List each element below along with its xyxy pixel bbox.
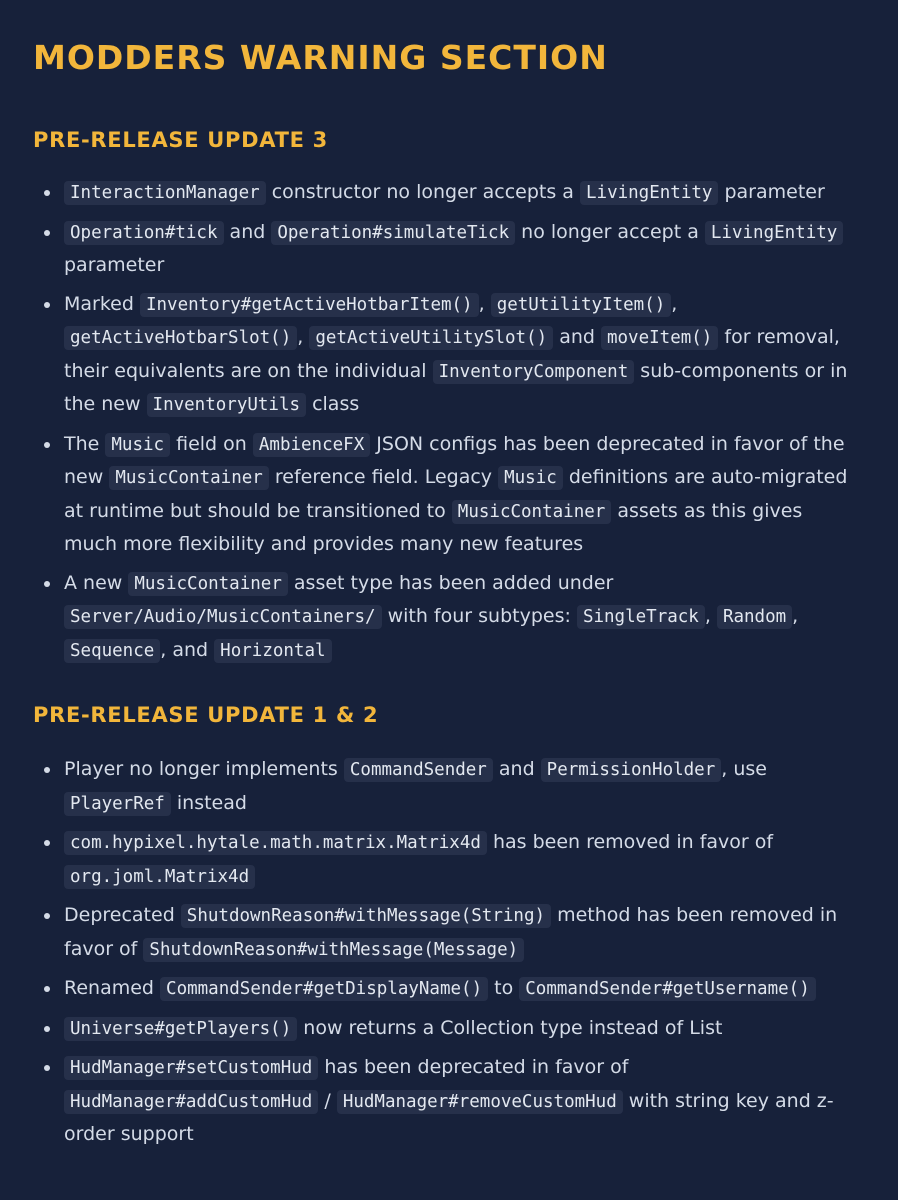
- item-text: Renamed: [64, 977, 161, 999]
- code-token: ShutdownReason#withMessage(String): [181, 904, 551, 928]
- page-title: MODDERS WARNING SECTION: [33, 38, 608, 77]
- item-text: with string key and z-order support: [64, 1089, 834, 1145]
- update-1-2-list: [33, 753, 858, 1151]
- item-text: no longer accept a: [515, 220, 705, 243]
- code-token: moveItem(): [601, 326, 718, 350]
- item-text: assets as this gives much more flexibility and provides many new features: [64, 499, 803, 555]
- code-token: SingleTrack: [577, 605, 705, 629]
- code-token: getUtilityItem(): [491, 293, 672, 317]
- code-token: LivingEntity: [580, 181, 718, 205]
- code-token: Random: [717, 605, 792, 629]
- item-text: The: [64, 432, 106, 455]
- code-token: ShutdownReason#withMessage(Message): [143, 938, 524, 962]
- code-token: CommandSender: [344, 758, 493, 782]
- item-text: class: [306, 393, 360, 415]
- list-item: [33, 899, 858, 966]
- code-token: Server/Audio/MusicContainers/: [64, 605, 382, 629]
- bullet-icon: [44, 302, 50, 308]
- code-token: com.hypixel.hytale.math.matrix.Matrix4d: [64, 831, 487, 855]
- code-token: org.joml.Matrix4d: [64, 865, 255, 889]
- bullet-icon: [44, 581, 50, 587]
- update-3-list: [33, 176, 858, 667]
- list-item: [33, 216, 858, 282]
- list-item: [33, 1012, 858, 1046]
- list-item: [33, 567, 858, 668]
- code-token: MusicContainer: [128, 572, 288, 596]
- item-text: Player no longer implements: [64, 758, 344, 780]
- item-text: for removal, their equivalents are on the individual: [64, 326, 840, 382]
- code-token: CommandSender#getDisplayName(): [160, 977, 488, 1001]
- item-text: to: [488, 977, 520, 999]
- item-text: and: [553, 326, 601, 348]
- item-text: has been deprecated in favor of: [318, 1056, 629, 1078]
- code-token: Inventory#getActiveHotbarItem(): [140, 293, 479, 317]
- section-title-update-1-2: PRE-RELEASE UPDATE 1 & 2: [33, 703, 379, 727]
- item-text: instead: [170, 791, 247, 814]
- code-token: HudManager#setCustomHud: [64, 1056, 318, 1080]
- item-text: /: [318, 1089, 337, 1112]
- code-token: Sequence: [64, 639, 160, 663]
- item-text: constructor no longer accepts a: [265, 181, 580, 203]
- item-text: with four subtypes:: [381, 605, 577, 627]
- item-text: method has been removed in favor of: [64, 904, 838, 960]
- bullet-icon: [44, 840, 50, 846]
- item-text: JSON configs has been deprecated in favor of the new: [64, 432, 845, 488]
- code-token: LivingEntity: [705, 221, 843, 245]
- list-item: [33, 428, 858, 561]
- section-title-update-3: PRE-RELEASE UPDATE 3: [33, 128, 328, 152]
- item-text: now returns a Collection type instead of List: [297, 1016, 723, 1039]
- code-token: getActiveHotbarSlot(): [64, 326, 297, 350]
- list-item: [33, 288, 858, 422]
- code-token: Horizontal: [214, 639, 331, 663]
- item-text: ,: [704, 605, 717, 627]
- list-item: [33, 1051, 858, 1151]
- code-token: InventoryUtils: [147, 393, 307, 417]
- list-item: [33, 972, 858, 1006]
- list-item: [33, 753, 858, 820]
- item-text: parameter: [64, 254, 165, 276]
- code-token: HudManager#addCustomHud: [64, 1090, 318, 1114]
- bullet-icon: [44, 986, 50, 992]
- bullet-icon: [44, 1065, 50, 1071]
- bullet-icon: [44, 1026, 50, 1032]
- code-token: Operation#simulateTick: [271, 221, 515, 245]
- item-text: ,: [478, 292, 491, 315]
- item-text: Marked: [64, 292, 140, 315]
- item-text: has been removed in favor of: [486, 831, 774, 853]
- item-text: , use: [721, 758, 767, 780]
- list-item: [33, 826, 858, 893]
- item-text: reference field. Legacy: [268, 466, 499, 488]
- code-token: MusicContainer: [452, 500, 612, 524]
- item-text: ,: [671, 292, 678, 315]
- code-token: getActiveUtilitySlot(): [309, 326, 553, 350]
- code-token: Operation#tick: [64, 221, 224, 245]
- code-token: PermissionHolder: [541, 758, 722, 782]
- item-text: parameter: [718, 181, 825, 203]
- code-token: InventoryComponent: [433, 360, 635, 384]
- code-token: Music: [105, 433, 170, 457]
- code-token: Universe#getPlayers(): [64, 1017, 297, 1041]
- item-text: , and: [160, 638, 215, 661]
- bullet-icon: [44, 230, 50, 236]
- item-text: definitions are auto-migrated at runtime but should be transitioned to: [64, 466, 848, 522]
- item-text: ,: [792, 605, 799, 627]
- code-token: MusicContainer: [109, 466, 269, 490]
- code-token: AmbienceFX: [253, 433, 370, 457]
- code-token: CommandSender#getUsername(): [519, 977, 815, 1001]
- item-text: sub-components or in the new: [64, 359, 848, 415]
- code-token: HudManager#removeCustomHud: [337, 1090, 623, 1114]
- bullet-icon: [44, 442, 50, 448]
- code-token: InteractionManager: [64, 181, 266, 205]
- item-text: field on: [170, 432, 253, 455]
- item-text: and: [492, 758, 541, 780]
- code-token: Music: [498, 466, 563, 490]
- bullet-icon: [44, 767, 50, 773]
- item-text: and: [223, 220, 272, 243]
- item-text: A new: [64, 571, 129, 594]
- bullet-icon: [44, 913, 50, 919]
- bullet-icon: [44, 190, 50, 196]
- code-token: PlayerRef: [64, 792, 171, 816]
- item-text: ,: [297, 326, 310, 348]
- list-item: [33, 176, 858, 210]
- item-text: Deprecated: [64, 904, 181, 926]
- item-text: asset type has been added under: [287, 571, 614, 594]
